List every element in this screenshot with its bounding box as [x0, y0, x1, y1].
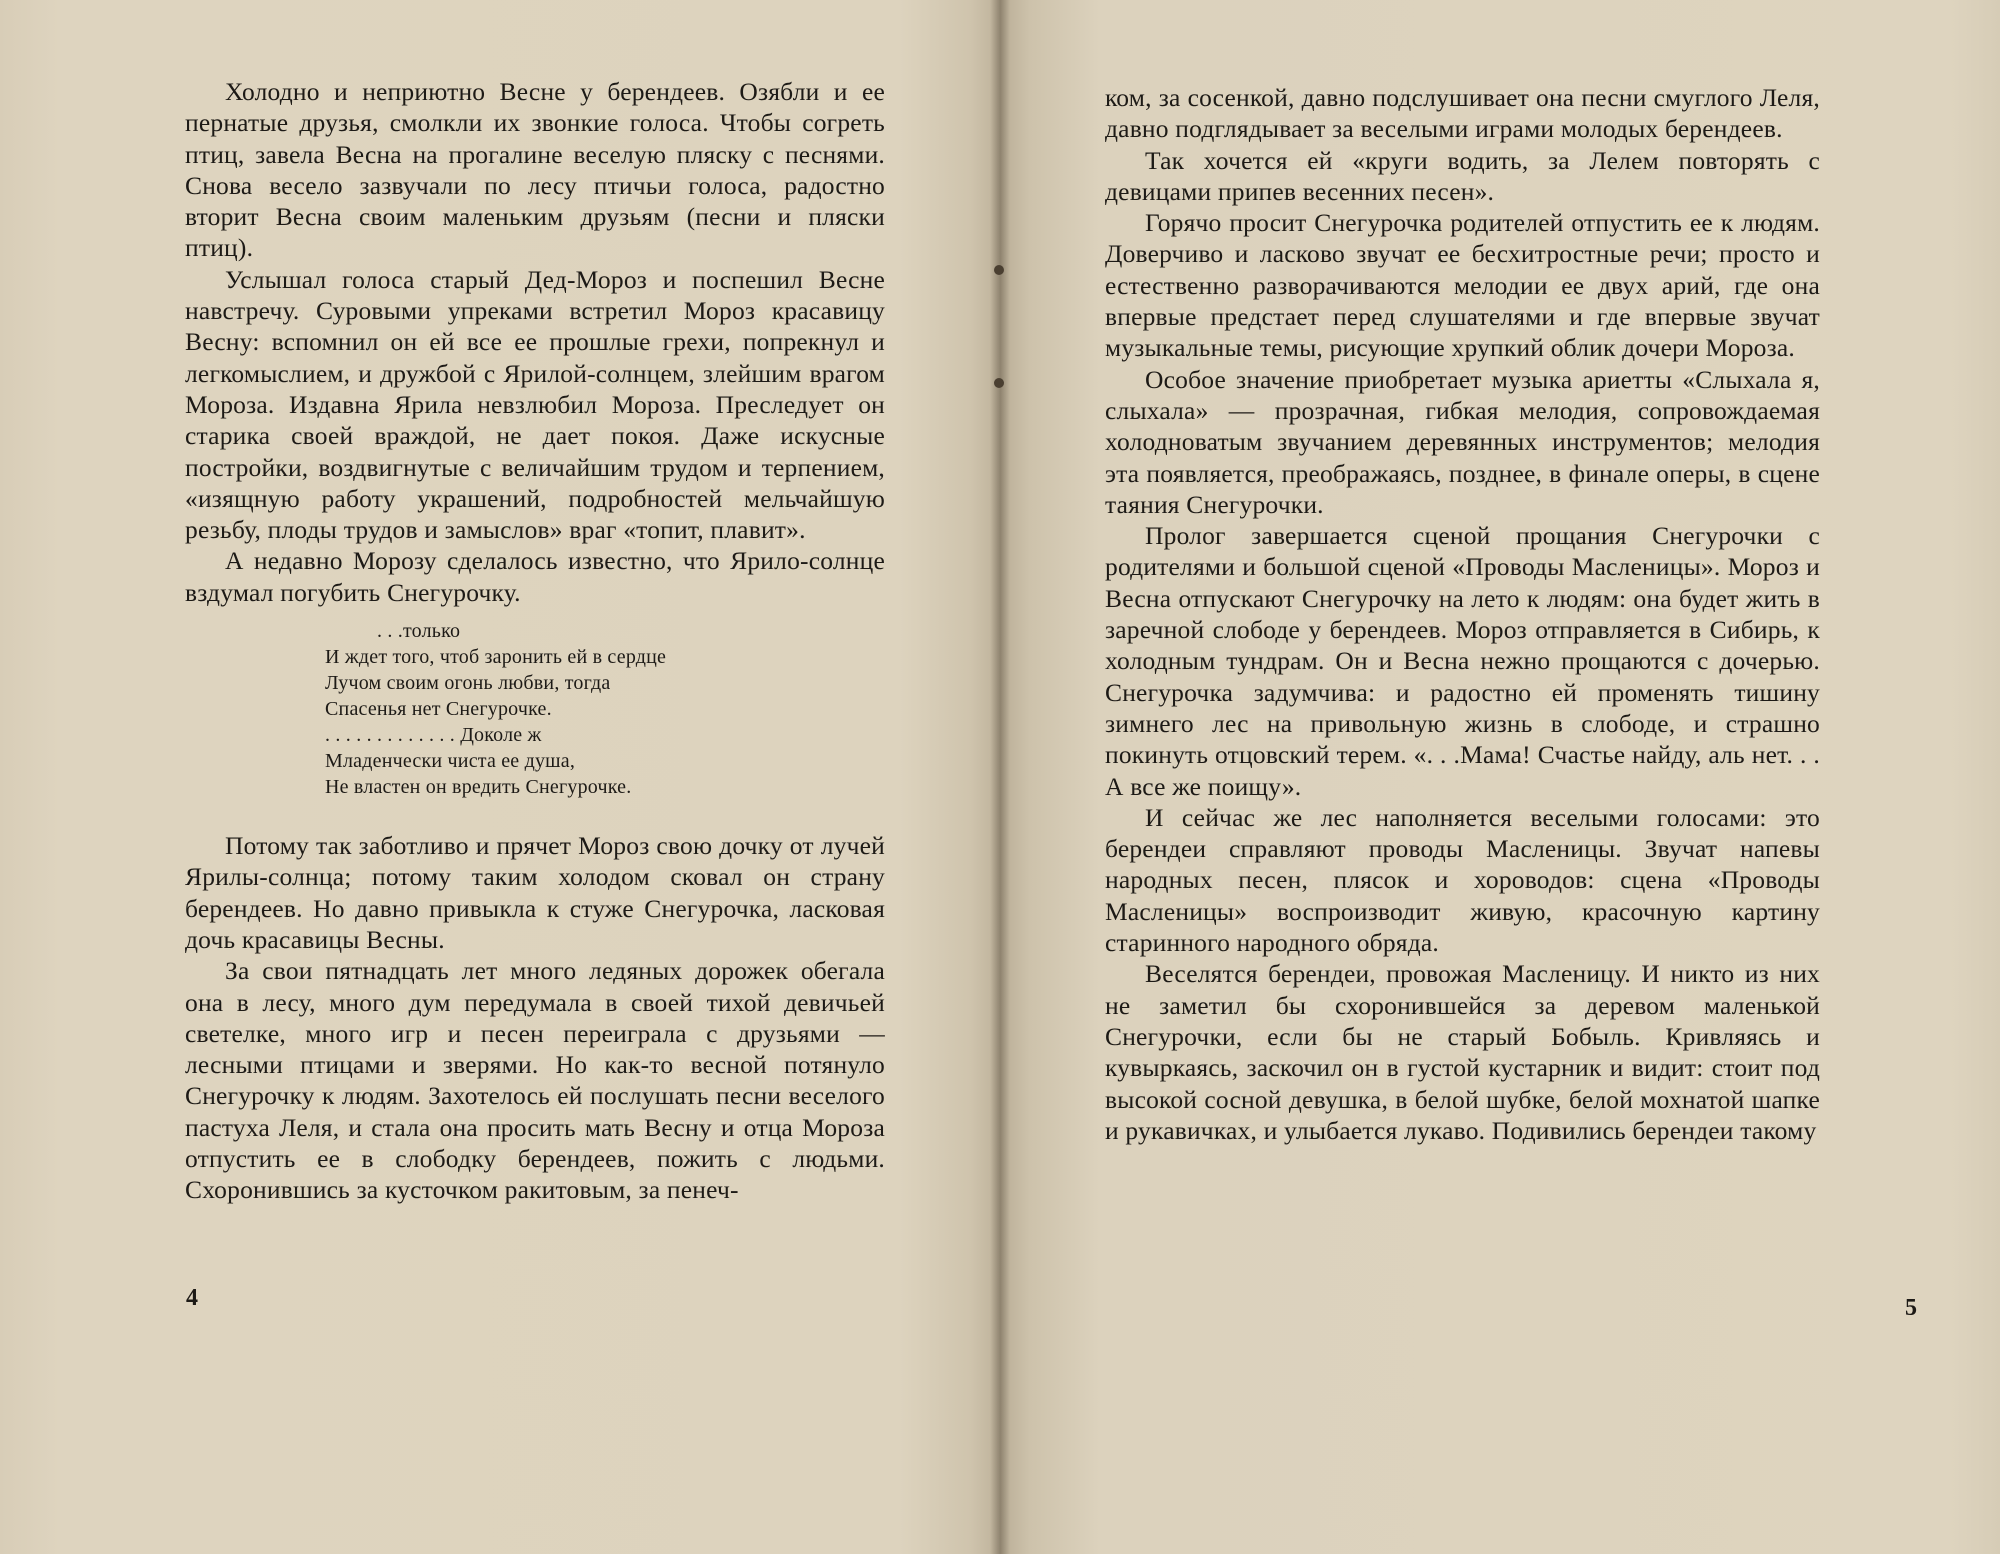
- left-page-text: [185, 76, 885, 1206]
- paragraph-continuation: ком, за сосенкой, давно подслушивает она песни смуглого Леля, давно подглядывает за веселыми играми молодых берендеев.: [1105, 83, 1820, 144]
- paragraph: Холодно и неприютно Весне у берендеев. Озябли и ее пернатые друзья, смолкли их звонкие голоса. Чтобы согреть птиц, завела Весна на прогалине веселую пляску с песнями. Снова весело зазвучали по лесу птичьи голоса, радостно вторит Весна своим маленьким друзьям (песни и пляски птиц).: [185, 77, 885, 263]
- page-number: 4: [186, 1285, 198, 1311]
- paragraph: А недавно Морозу сделалось известно, что Ярило-солнце вздумал погубить Снегурочку.: [185, 546, 885, 607]
- right-page-text: [1105, 82, 1820, 1146]
- paragraph: Особое значение приобретает музыка ариетты «Слыхала я, слыхала» — прозрачная, гибкая мелодия, сопровождаемая холодноватым звучанием деревянных инструментов; мелодия эта появляется, преображаясь, позднее, в финале оперы, в сцене таяния Снегурочки.: [1105, 364, 1820, 519]
- verse-line: Лучом своим огонь любви, тогда: [325, 672, 611, 695]
- verse-line: . . . . . . . . . . . . . Доколе ж: [325, 724, 542, 747]
- paragraph: И сейчас же лес наполняется веселыми голосами: это берендеи справляют проводы Масленицы. Звучат напевы народных песен, плясок и хороводов: сцена «Проводы Масленицы» воспроизводит живую, красочную картину старинного народного обряда.: [1105, 802, 1820, 958]
- verse-line: Спасенья нет Снегурочке.: [325, 698, 552, 721]
- paragraph: Услышал голоса старый Дед-Мороз и поспешил Весне навстречу. Суровыми упреками встретил Мороз красавицу Весну: вспомнил он ей все ее прошлые грехи, попрекнул и легкомыслием, и дружбой с Ярилой-солнцем, злейшим врагом Мороза. Издавна Ярила невзлюбил Мороза. Преследует он старика своей враждой, не дает покоя. Даже искусные постройки, воздвигнутые с величайшим трудом и терпением, «изящную работу украшений, подробностей мельчайшую резьбу, плоды трудов и замыслов» враг «топит, плавит».: [185, 264, 885, 545]
- binding-hole: [994, 378, 1004, 388]
- paragraph: Веселятся берендеи, провожая Масленицу. И никто из них не заметил бы схоронившейся за деревом маленькой Снегурочки, если бы не старый Бобыль. Кривляясь и кувыркаясь, заскочил он в густой кустарник и видит: стоит под высокой сосной девушка, в белой шубке, белой мохнатой шапке и рукавичках, и улыбается лукаво. Подивились берендеи такому: [1105, 959, 1820, 1145]
- verse-line: Не властен он вредить Снегурочке.: [325, 776, 632, 799]
- verse-line: И ждет того, чтоб заронить ей в сердце: [325, 646, 667, 669]
- verse-line: . . .только: [325, 620, 461, 643]
- right-page: [1000, 0, 2000, 1554]
- verse-line: Младенчески чиста ее душа,: [325, 750, 576, 773]
- paragraph: Пролог завершается сценой прощания Снегурочки с родителями и большой сценой «Проводы Масленицы». Мороз и Весна отпускают Снегурочку на лето к людям: она будет жить в заречной слободе у берендеев. Мороз отправляется в Сибирь, к холодным тундрам. Он и Весна нежно прощаются с дочерью. Снегурочка задумчива: и радостно ей променять тишину зимнего лес на привольную жизнь в слободе, и страшно покинуть отцовский терем. «. . .Мама! Счастье найду, аль нет. . . А все же поищу».: [1105, 521, 1820, 801]
- paragraph: Потому так заботливо и прячет Мороз свою дочку от лучей Ярилы-солнца; потому таким холодом сковал он страну берендеев. Но давно привыкла к стуже Снегурочка, ласковая дочь красавицы Весны.: [185, 831, 885, 954]
- paragraph: Горячо просит Снегурочка родителей отпустить ее к людям. Доверчиво и ласково звучат ее бесхитростные речи; просто и естественно разворачиваются мелодии ее двух арий, где она впервые предстает перед слушателями и где впервые звучат музыкальные темы, рисующие хрупкий облик дочери Мороза.: [1105, 208, 1820, 363]
- paragraph: За свои пятнадцать лет много ледяных дорожек обегала она в лесу, много дум передумала в своей тихой девичьей светелке, много игр и песен переиграла с друзьями — лесными птицами и зверями. Но как-то весной потянуло Снегурочку к людям. Захотелось ей послушать песни веселого пастуха Леля, и стала она просить мать Весну и отца Мороза отпустить ее в слободку берендеев, пожить с людьми. Схоронившись за кусточком ракитовым, за пенеч-: [185, 956, 885, 1205]
- verse-quote: [185, 618, 885, 800]
- page-number: 5: [1905, 1295, 1917, 1321]
- paragraph: Так хочется ей «круги водить, за Лелем повторять с девицами припев весенних песен».: [1105, 145, 1820, 206]
- binding-hole: [994, 265, 1004, 275]
- book-gutter: [990, 0, 1010, 1554]
